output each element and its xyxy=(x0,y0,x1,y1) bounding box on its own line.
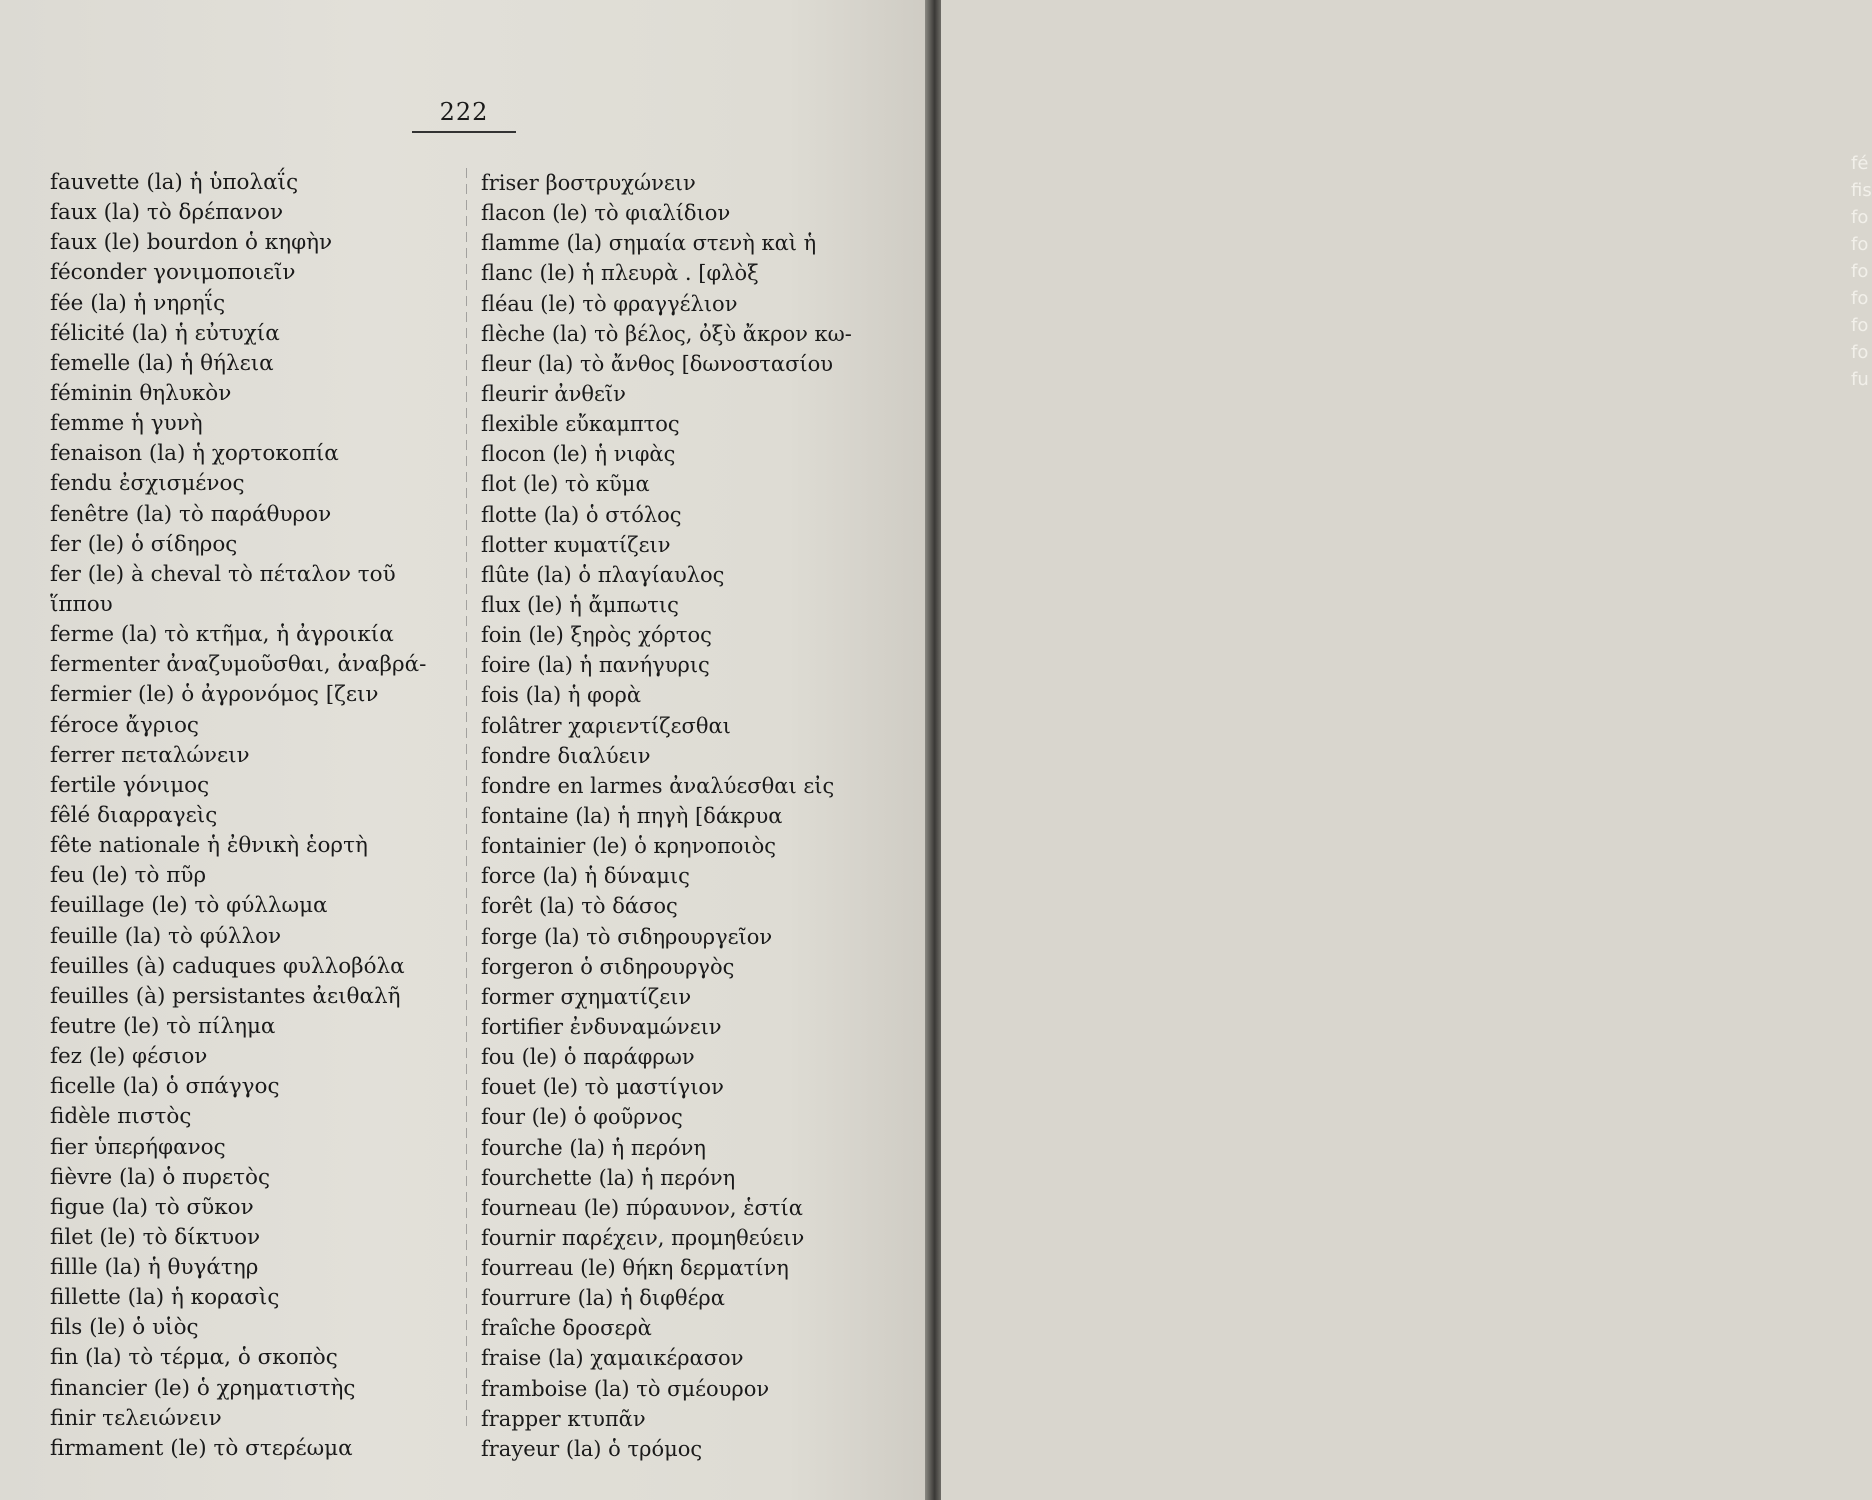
edge-letter: fis xyxy=(1851,180,1872,201)
dictionary-entry: fez (le) φέσιον xyxy=(50,1044,208,1070)
dictionary-entry: fourrure (la) ἡ διφθέρα xyxy=(481,1286,725,1311)
edge-letter: fo xyxy=(1851,342,1869,363)
dictionary-entry: frapper κτυπᾶν xyxy=(481,1406,646,1431)
book-spine-shadow xyxy=(925,0,1872,1500)
dictionary-entry: four (le) ὁ φοῦρνος xyxy=(481,1105,683,1130)
dictionary-entry: flotter κυματίζειν xyxy=(481,532,671,557)
dictionary-entry: fêlé διαρραγεὶς xyxy=(50,802,218,828)
dictionary-entry: folâtrer χαριεντίζεσθαι xyxy=(481,713,731,738)
dictionary-entry: ferme (la) τὸ κτῆμα, ἡ ἀγροικία xyxy=(50,622,394,648)
dictionary-entry: fondre en larmes ἀναλύεσθαι εἰς xyxy=(481,773,835,798)
dictionary-entry: feu (le) τὸ πῦρ xyxy=(50,863,207,889)
dictionary-entry: feuilles (à) persistantes ἀειθαλῆ xyxy=(50,983,401,1009)
dictionary-entry: flotte (la) ὁ στόλος xyxy=(481,502,682,527)
dictionary-entry: fourneau (le) πύραυνον, ἑστία xyxy=(481,1195,803,1220)
dictionary-entry: fauvette (la) ἡ ὑπολαΐς xyxy=(50,170,299,195)
dictionary-entry: framboise (la) τὸ σμέουρον xyxy=(481,1376,770,1401)
page-number: 222 xyxy=(439,98,489,126)
dictionary-entry: feuille (la) τὸ φύλλον xyxy=(50,923,282,949)
dictionary-entry: fournir παρέχειν, προμηθεύειν xyxy=(481,1225,805,1250)
dictionary-entry: fillle (la) ἡ θυγάτηρ xyxy=(50,1255,259,1281)
dictionary-entry: fontainier (le) ὁ κρηνοποιὸς xyxy=(481,834,777,859)
dictionary-entry: féconder γονιμοποιεῖν xyxy=(50,260,296,286)
edge-letter: fé xyxy=(1851,153,1869,174)
dictionary-entry: fenêtre (la) τὸ παράθυρον xyxy=(50,501,332,527)
dictionary-entry: fendu ἐσχισμένος xyxy=(50,471,245,497)
dictionary-entry: flanc (le) ἡ πλευρὰ . [φλὸξ xyxy=(481,261,759,286)
right-column xyxy=(481,168,921,1464)
dictionary-entry: fontaine (la) ἡ πηγὴ [δάκρυα xyxy=(481,803,783,828)
dictionary-entry: forge (la) τὸ σιδηρουργεῖον xyxy=(481,924,773,949)
dictionary-entry: fier ὑπερήφανος xyxy=(50,1134,226,1160)
dictionary-entry: feuillage (le) τὸ φύλλωμα xyxy=(50,893,328,919)
dictionary-entry: foire (la) ἡ πανήγυρις xyxy=(481,653,710,678)
dictionary-entry: fondre διαλύειν xyxy=(481,743,651,768)
dictionary-entry: fermier (le) ὁ ἀγρονόμος [ζειν xyxy=(50,682,379,708)
dictionary-entry: ἵππου xyxy=(50,591,113,617)
dictionary-entry: fortifier ἐνδυναμώνειν xyxy=(481,1014,722,1039)
dictionary-entry: fois (la) ἡ φορὰ xyxy=(481,683,642,708)
dictionary-entry: frayeur (la) ὁ τρόμος xyxy=(481,1436,703,1461)
dictionary-entry: fertile γόνιμος xyxy=(50,772,210,798)
dictionary-entry: fidèle πιστὸς xyxy=(50,1104,192,1130)
dictionary-entry: ferrer πεταλώνειν xyxy=(50,742,250,768)
dictionary-entry: fils (le) ὁ υἱὸς xyxy=(50,1315,199,1341)
dictionary-entry: félicité (la) ἡ εὐτυχία xyxy=(50,320,280,346)
dictionary-entry: fête nationale ἡ ἐθνικὴ ἑορτὴ xyxy=(50,833,368,859)
dictionary-entry: fouet (le) τὸ μαστίγιον xyxy=(481,1075,724,1100)
dictionary-entry: fléau (le) τὸ φραγγέλιον xyxy=(481,291,738,316)
dictionary-entry: faux (le) bourdon ὁ κηφὴν xyxy=(50,230,333,256)
edge-letter: fo xyxy=(1851,315,1869,336)
dictionary-entry: fer (le) à cheval τὸ πέταλον τοῦ xyxy=(50,561,396,587)
dictionary-entry: fraîche δροσερὰ xyxy=(481,1316,652,1341)
dictionary-entry: flûte (la) ὁ πλαγίαυλος xyxy=(481,562,725,587)
dictionary-entry: former σχηματίζειν xyxy=(481,984,692,1009)
dictionary-entry: femme ἡ γυνὴ xyxy=(50,411,203,437)
edge-letter: fu xyxy=(1851,369,1869,390)
dictionary-entry: flocon (le) ἡ νιφὰς xyxy=(481,442,676,467)
dictionary-entry: fleur (la) τὸ ἄνθος [δωνοστασίου xyxy=(481,351,834,376)
dictionary-entry: fleurir ἀνθεῖν xyxy=(481,381,626,406)
dictionary-entry: forgeron ὁ σιδηρουργὸς xyxy=(481,954,735,979)
dictionary-entry: ficelle (la) ὁ σπάγγος xyxy=(50,1074,280,1100)
dictionary-entry: fourreau (le) θήκη δερματίνη xyxy=(481,1256,789,1281)
edge-letter: fo xyxy=(1851,207,1869,228)
page-number-rule xyxy=(412,131,516,133)
dictionary-entry: flot (le) τὸ κῦμα xyxy=(481,472,650,497)
dictionary-entry: flacon (le) τὸ φιαλίδιον xyxy=(481,201,731,226)
column-divider xyxy=(466,168,467,1428)
dictionary-entry: fenaison (la) ἡ χορτοκοπία xyxy=(50,441,339,467)
book-page xyxy=(0,0,925,1500)
dictionary-entry: flèche (la) τὸ βέλος, ὀξὺ ἄκρον κω- xyxy=(481,321,852,346)
dictionary-entry: fée (la) ἡ νηρηΐς xyxy=(50,290,226,316)
dictionary-entry: feuilles (à) caduques φυλλοβόλα xyxy=(50,953,405,979)
edge-letter: fo xyxy=(1851,234,1869,255)
dictionary-entry: force (la) ἡ δύναμις xyxy=(481,864,690,889)
dictionary-entry: fraise (la) χαμαικέρασον xyxy=(481,1346,744,1371)
dictionary-entry: faux (la) τὸ δρέπανον xyxy=(50,200,284,226)
edge-letter: fo xyxy=(1851,288,1869,309)
dictionary-entry: fou (le) ὁ παράφρων xyxy=(481,1045,695,1070)
dictionary-entry: féroce ἄγριος xyxy=(50,712,199,738)
dictionary-entry: fièvre (la) ὁ πυρετὸς xyxy=(50,1164,270,1190)
edge-letter: fo xyxy=(1851,261,1869,282)
dictionary-entry: filet (le) τὸ δίκτυον xyxy=(50,1224,261,1250)
dictionary-entry: flamme (la) σημαία στενὴ καὶ ἡ xyxy=(481,231,817,256)
dictionary-entry: feutre (le) τὸ πίλημα xyxy=(50,1013,276,1039)
dictionary-entry: forêt (la) τὸ δάσος xyxy=(481,894,678,919)
dictionary-entry: femelle (la) ἡ θήλεια xyxy=(50,350,274,376)
facing-page-edge xyxy=(1851,150,1872,393)
dictionary-entry: fermenter ἀναζυμοῦσθαι, ἀναβρά- xyxy=(50,652,427,678)
dictionary-entry: figue (la) τὸ σῦκον xyxy=(50,1194,254,1220)
dictionary-entry: fourchette (la) ἡ περόνη xyxy=(481,1165,736,1190)
dictionary-entry: friser βοστρυχώνειν xyxy=(481,171,696,195)
dictionary-entry: flexible εὔκαμπτος xyxy=(481,412,680,437)
left-column xyxy=(50,168,460,1464)
dictionary-entry: financier (le) ὁ χρηματιστὴς xyxy=(50,1375,356,1401)
dictionary-entry: fourche (la) ἡ περόνη xyxy=(481,1135,706,1160)
dictionary-entry: fin (la) τὸ τέρμα, ὁ σκοπὸς xyxy=(50,1345,338,1371)
dictionary-entry: firmament (le) τὸ στερέωμα xyxy=(50,1435,353,1461)
dictionary-entry: fillette (la) ἡ κορασὶς xyxy=(50,1285,280,1311)
dictionary-entry: féminin θηλυκὸν xyxy=(50,380,232,406)
dictionary-entry: fer (le) ὁ σίδηρος xyxy=(50,531,238,557)
dictionary-entry: finir τελειώνειν xyxy=(50,1405,222,1431)
dictionary-entry: flux (le) ἡ ἄμπωτις xyxy=(481,592,679,617)
dictionary-entry: foin (le) ξηρὸς χόρτος xyxy=(481,623,712,648)
